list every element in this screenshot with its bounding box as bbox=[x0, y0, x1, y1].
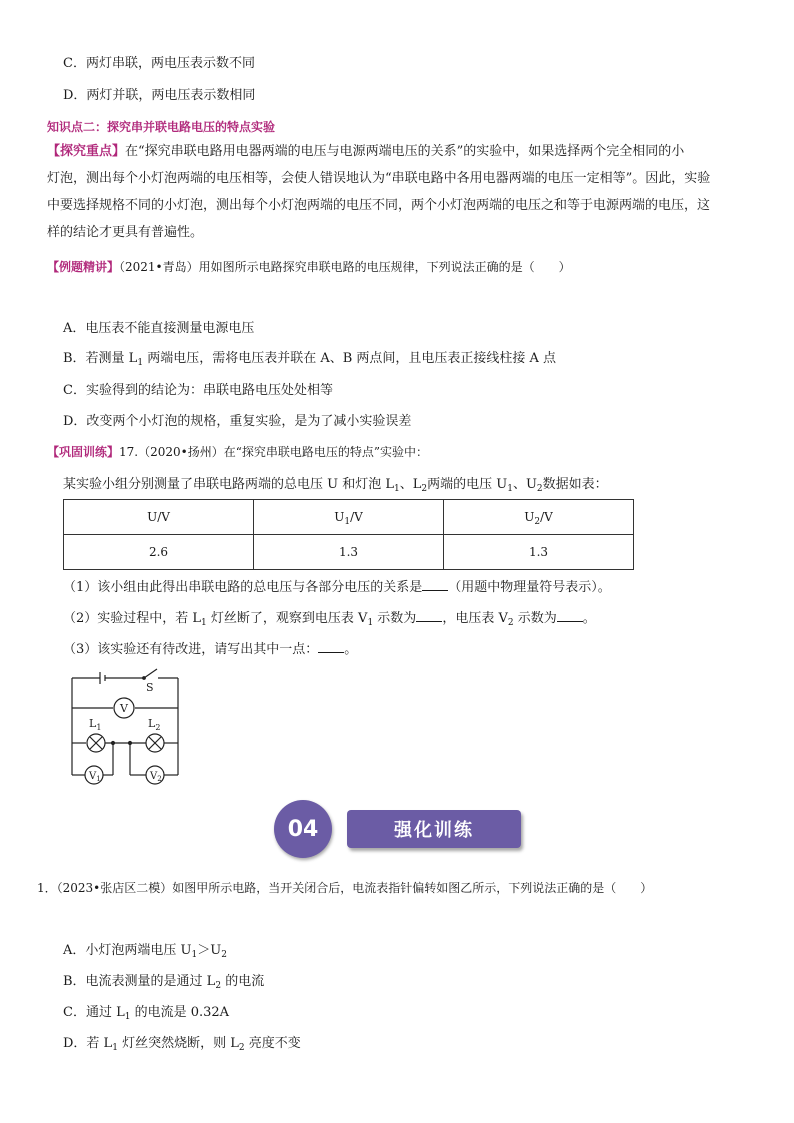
example-option-c: C．实验得到的结论为：串联电路电压处处相等 bbox=[63, 383, 333, 398]
lamp2-label: $L_2$ bbox=[148, 717, 161, 732]
focus-line-3: 中要选择规格不同的小灯泡，测出每个小灯泡两端的电压不同，两个小灯泡两端的电压之和等于电源两端的电压，这 bbox=[47, 198, 711, 213]
table-header-cell: U/V bbox=[64, 500, 254, 535]
lamp1-label: $L_1$ bbox=[89, 717, 102, 732]
example-option-d: D．改变两个小灯泡的规格，重复实验，是为了减小实验误差 bbox=[63, 414, 412, 429]
voltmeter2-label: $V_2$ bbox=[150, 771, 162, 783]
table-header-cell: $U_2/V$ bbox=[444, 500, 634, 535]
example-question: 【例题精讲】（2021•青岛）用如图所示电路探究串联电路的电压规律，下列说法正确的是（ ） bbox=[47, 260, 571, 274]
example-option-a: A．电压表不能直接测量电源电压 bbox=[63, 321, 255, 336]
knowledge-heading bbox=[47, 118, 275, 136]
voltmeter-label: V bbox=[120, 702, 128, 715]
section-title-badge: 强化训练 bbox=[347, 810, 521, 848]
knowledge-label: 知识点二： bbox=[47, 120, 108, 134]
table-header-row bbox=[64, 500, 634, 535]
practice-intro: 某实验小组分别测量了串联电路两端的总电压 U 和灯泡 $L_1$、$L_2$两端的电压 $U_1$、$U_2$数据如表： bbox=[63, 477, 608, 494]
data-table bbox=[63, 499, 634, 570]
example-tag: 【例题精讲】 bbox=[47, 260, 120, 274]
focus-tag: 【探究重点】 bbox=[47, 144, 126, 159]
practice-q1: （1）该小组由此得出串联电路的总电压与各部分电压的关系是 （用题中物理量符号表示）。 bbox=[63, 580, 611, 595]
section-number-badge: 04 bbox=[274, 800, 332, 858]
focus-line-2: 灯泡，测出每个小灯泡两端的电压相等，会使人错误地认为“串联电路中各用电器两端的电压一定相等”。因此，实验 bbox=[47, 171, 711, 186]
practice-q2: （2）实验过程中，若 $L_1$ 灯丝断了，观察到电压表 $V_1$ 示数为 ，电压表 $V_2$ 示数为 。 bbox=[63, 611, 596, 628]
option-c-top: C．两灯串联，两电压表示数不同 bbox=[63, 56, 255, 71]
table-cell: 2.6 bbox=[64, 535, 254, 570]
answer-blank[interactable] bbox=[416, 609, 442, 622]
example-option-b: B．若测量 $L_1$ 两端电压，需将电压表并联在 A、B 两点间，且电压表正接线柱接 A 点 bbox=[63, 351, 557, 368]
table-header-cell: $U_1/V$ bbox=[254, 500, 444, 535]
q1-option-a: A．小灯泡两端电压 $U_1>U_2$ bbox=[63, 943, 227, 960]
practice-tag: 【巩固训练】 bbox=[47, 445, 120, 459]
voltmeter1-label: $V_1$ bbox=[89, 771, 101, 783]
practice-q3: （3）该实验还有待改进，请写出其中一点： 。 bbox=[63, 642, 358, 657]
option-d-top: D．两灯并联，两电压表示数相同 bbox=[63, 88, 256, 103]
focus-line-4: 样的结论才更具有普遍性。 bbox=[47, 225, 204, 240]
switch-blade bbox=[144, 669, 157, 678]
answer-blank[interactable] bbox=[318, 640, 344, 653]
table-cell: 1.3 bbox=[444, 535, 634, 570]
answer-blank[interactable] bbox=[557, 609, 583, 622]
table-row bbox=[64, 535, 634, 570]
circuit-diagram bbox=[60, 665, 190, 790]
knowledge-title: 探究串并联电路电压的特点实验 bbox=[107, 120, 276, 134]
answer-blank[interactable] bbox=[422, 578, 448, 591]
q1-question: 1．（2023•张店区二模）如图甲所示电路，当开关闭合后，电流表指针偏转如图乙所示，下列说法正确的是（ ） bbox=[37, 881, 653, 895]
switch-label: S bbox=[146, 681, 154, 694]
practice-question: 【巩固训练】17.（2020•扬州）在“探究串联电路电压的特点”实验中： bbox=[47, 445, 428, 459]
q1-option-b: B．电流表测量的是通过 $L_2$ 的电流 bbox=[63, 974, 265, 991]
q1-option-d: D．若 $L_1$ 灯丝突然烧断，则 $L_2$ 亮度不变 bbox=[63, 1036, 301, 1053]
focus-line-1: 【探究重点】在“探究串联电路用电器两端的电压与电源两端电压的关系”的实验中，如果选择两个完全相同的小 bbox=[47, 144, 685, 159]
q1-option-c: C．通过 $L_1$ 的电流是 0.32A bbox=[63, 1005, 230, 1022]
table-cell: 1.3 bbox=[254, 535, 444, 570]
